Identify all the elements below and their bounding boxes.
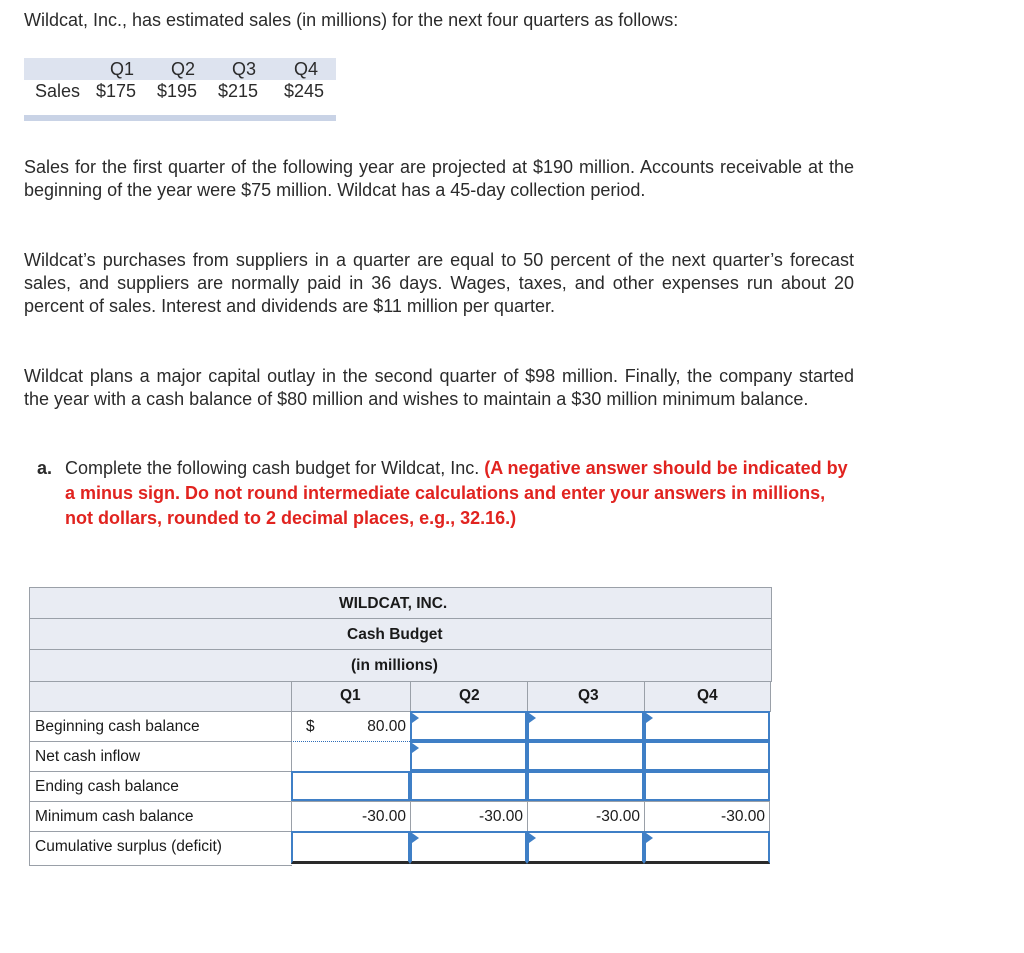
input-beginning-q3[interactable] [527,711,644,741]
input-cumulative-q4[interactable] [644,831,770,864]
budget-header-blank [29,681,292,712]
input-ending-q3[interactable] [527,771,644,801]
intro-text: Wildcat, Inc., has estimated sales (in millions) for the next four quarters as follows: [24,10,679,30]
cell-beginning-q1 [291,711,410,741]
budget-header-q3 [527,681,645,712]
minimum-q1-value: -30.00 [362,808,406,825]
currency-symbol: $ [306,718,315,735]
budget-header-q2 [410,681,528,712]
input-flag-icon [529,713,536,723]
cell-minimum-q2 [410,801,527,831]
budget-header-q4 [644,681,771,712]
input-ending-q4[interactable] [644,771,770,801]
input-flag-icon [646,713,653,723]
input-net-q2[interactable] [410,741,527,771]
cell-minimum-q4 [644,801,770,831]
input-cumulative-q3[interactable] [527,831,644,864]
budget-company: WILDCAT, INC. [339,595,448,612]
row-label-minimum-cash [29,801,292,832]
sales-value-q1: $175 [95,81,136,101]
input-net-q3[interactable] [527,741,644,771]
input-flag-icon [646,833,653,843]
minimum-q3-value: -30.00 [596,808,640,825]
input-beginning-q2[interactable] [410,711,527,741]
paragraph-capital-outlay: Wildcat plans a major capital outlay in the second quarter of $98 million. Finally, the company started the year with a cash balance of $80 million and wishes to maintain a $30 million minimum balance. [24,366,854,409]
sales-header-q4: Q4 [293,59,318,79]
row-label-beginning-cash [29,711,292,742]
input-net-q1[interactable] [291,741,410,771]
part-a-label: a. [37,458,53,478]
input-flag-icon [412,833,419,843]
budget-header-q1-label: Q1 [340,687,361,704]
part-a-instruction: (A negative answer should be indicated by a minus sign. Do not round intermediate calculations and enter your answers in millions, not dollars, rounded to 2 decimal places, e.g., 32.16.) [65,458,848,528]
sales-header-q1: Q1 [109,59,134,79]
input-cumulative-q2[interactable] [410,831,527,864]
sales-header-q3: Q3 [231,59,256,79]
input-flag-icon [412,743,419,753]
sales-value-q4: $245 [283,81,324,101]
sales-header-q2: Q2 [170,59,195,79]
beginning-q1-value: 80.00 [367,718,406,735]
sales-row-label: Sales [35,81,81,101]
row-net-cash-text: Net cash inflow [35,748,141,765]
input-flag-icon [412,713,419,723]
sales-value-q3: $215 [217,81,258,101]
budget-header-q1 [291,681,411,712]
budget-header-q3-label: Q3 [578,687,599,704]
cell-minimum-q3 [527,801,644,831]
row-beginning-cash-text: Beginning cash balance [35,718,200,735]
row-ending-cash-text: Ending cash balance [35,778,179,795]
cell-minimum-q1 [291,801,410,831]
budget-title-row [29,618,772,650]
input-cumulative-q1[interactable] [291,831,410,864]
input-ending-q1[interactable] [291,771,410,801]
row-label-net-cash-inflow [29,741,292,772]
input-ending-q2[interactable] [410,771,527,801]
input-net-q4[interactable] [644,741,770,771]
sales-table-footer-bar [24,115,336,121]
input-beginning-q4[interactable] [644,711,770,741]
budget-company-row [29,587,772,619]
row-label-cumulative-surplus [29,831,292,866]
paragraph-purchases: Wildcat’s purchases from suppliers in a quarter are equal to 50 percent of the next quarter’s forecast sales, and suppliers are normally paid in 36 days. Wages, taxes, and other expenses run about 20 percent of sales. Interest and dividends are $11 million per quarter. [24,250,854,316]
minimum-q2-value: -30.00 [479,808,523,825]
input-flag-icon [529,833,536,843]
sales-value-q2: $195 [156,81,197,101]
cash-budget-table [29,587,770,865]
paragraph-sales-receivables: Sales for the first quarter of the following year are projected at $190 million. Accounts receivable at the beginning of the year were $75 million. Wildcat has a 45-day collection period. [24,157,854,200]
part-a-body [65,456,855,531]
row-minimum-cash-text: Minimum cash balance [35,808,194,825]
part-a-text: Complete the following cash budget for Wildcat, Inc. [65,458,480,478]
budget-header-q4-label: Q4 [697,687,718,704]
row-cumulative-text: Cumulative surplus (deficit) [35,838,222,855]
row-label-ending-cash [29,771,292,802]
budget-header-q2-label: Q2 [459,687,480,704]
budget-title: Cash Budget [347,626,443,643]
minimum-q4-value: -30.00 [721,808,765,825]
budget-units-row [29,649,772,682]
budget-units: (in millions) [351,657,438,674]
sales-table-header [24,58,336,80]
sales-table-row [24,80,336,102]
